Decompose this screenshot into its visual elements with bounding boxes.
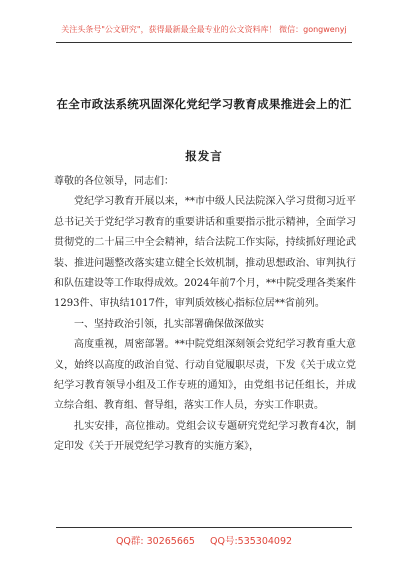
paragraph-arrangement: 扎实安排，高位推动。党组会议专题研究党纪学习教育4次，制定印发《关于开展党纪学习教育的实施方案》， <box>54 420 356 453</box>
document-title: 在全市政法系统巩固深化党纪学习教育成果推进会上的汇 <box>56 97 352 111</box>
section-heading: 一、坚持政治引领，扎实部署确保做深做实 <box>74 318 264 330</box>
salutation: 尊敬的各位领导，同志们： <box>54 176 174 187</box>
paragraph-deployment: 高度重视，周密部署。**中院党组深刻领会党纪学习教育重大意义，始终以高度的政治自觉、行动自觉履职尽责，下发《关于成立党纪学习教育领导小组及工作专班的通知》，由党组书记任组长，并成立综合组、教育组、督导组，落实工作人员，夯实工作职责。 <box>54 339 356 412</box>
header-note: 关注头条号"公文研究"，获得最新最全最专业的公文资料库！ 微信：gongwenyj <box>61 25 347 34</box>
footer-contact <box>0 533 408 547</box>
document-title-continued: 报发言 <box>185 149 223 163</box>
document-body <box>54 172 356 458</box>
footer-divider <box>56 527 352 528</box>
qq-number: QQ号:535304092 <box>210 536 293 547</box>
qq-group: QQ群: 30265665 <box>115 536 195 547</box>
header-divider <box>56 42 352 43</box>
paragraph-intro: 党纪学习教育开展以来，**市中级人民法院深入学习贯彻习近平总书记关于党纪学习教育的重要讲话和重要指示批示精神，全面学习贯彻党的二十届三中全会精神，结合法院工作实际，持续抓好理论武装、推进问题整改落实建立健全长效机制，推动思想政治、审判执行和队伍建设等工作取得成效。2024年前7个月，**中院受理各类案件1293件、审执结1017件，审判质效核心指标位居**省前列。 <box>54 196 356 310</box>
